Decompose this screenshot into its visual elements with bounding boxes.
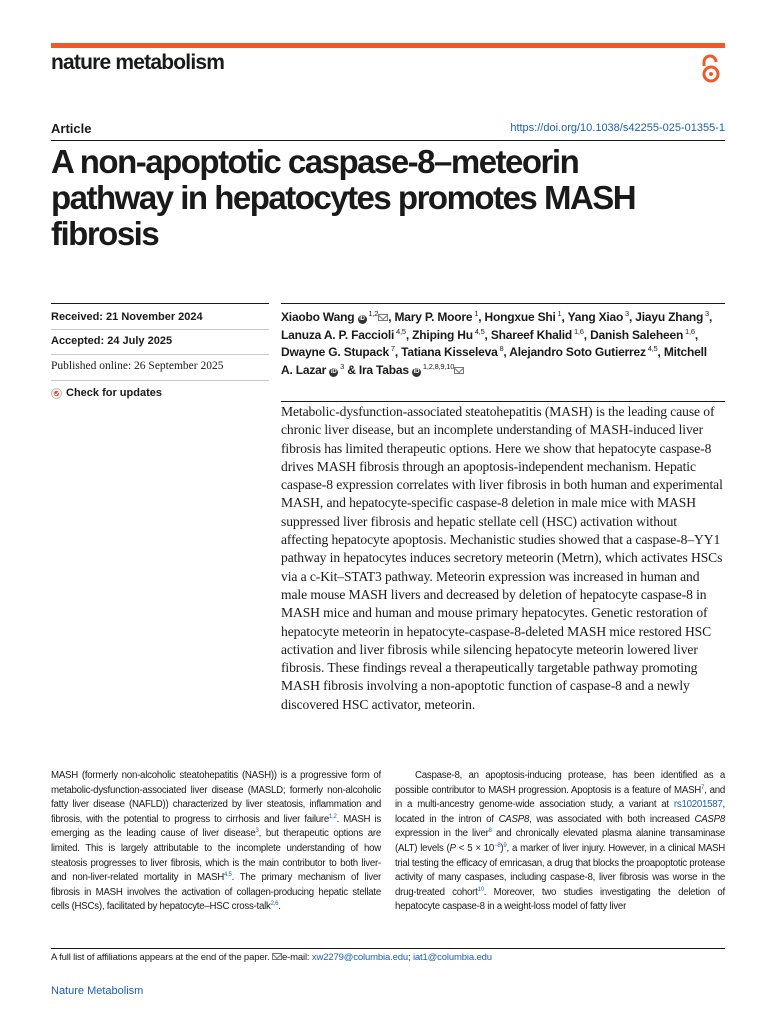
variant-link[interactable]: rs10201587	[673, 799, 723, 811]
affiliation-sup: 1,6	[572, 326, 584, 336]
check-updates-label: Check for updates	[66, 387, 162, 399]
footer-journal-name[interactable]: Nature Metabolism	[51, 985, 144, 997]
email-icon	[272, 953, 282, 960]
accepted-date: Accepted: 24 July 2025	[51, 335, 173, 347]
affiliation-sup: 3	[623, 309, 629, 318]
doi-link[interactable]: https://doi.org/10.1038/s42255-025-01355-1	[510, 122, 725, 134]
author-name[interactable]: Lanuza A. P. Faccioli	[281, 327, 395, 342]
affiliation-sup: 1,6	[683, 326, 695, 336]
author-name[interactable]: Mitchell A. Lazar	[281, 345, 707, 377]
email-icon[interactable]	[454, 367, 464, 374]
published-date: Published online: 26 September 2025	[51, 360, 224, 372]
affiliation-sup: 1	[555, 309, 562, 318]
affiliation-sup: 7	[388, 344, 395, 353]
meta-divider	[51, 354, 269, 355]
citation-ref[interactable]: 4,5	[223, 871, 232, 878]
author-list: Xiaobo Wang iD $^{1,2}$ , Mary P. Moore $^1$, Hongxue Shi $^1$, Yang Xiao $^3$, Jiayu Zhang $^3$, Lanuza A. P. Faccioli $^{4,5}$, Zhiping Hu $^{4,5}$, Shareef Khalid $^{1,6}$, Danish Saleheen $^{1,6}$, Dwayne G. Stupack $^7$, Tatiana Kisseleva $^8$, Alejandro Soto Gutierrez $^{4,5}$, Mitchell A. Lazar iD $^3$ & Ira Tabas iD $^{1,2,8,9,10}$	[281, 309, 713, 377]
italic-term: P	[449, 842, 456, 854]
author-name[interactable]: Dwayne G. Stupack	[281, 345, 389, 359]
meta-top-rule	[51, 303, 269, 304]
orcid-icon[interactable]: iD	[330, 368, 337, 375]
author-name[interactable]: Danish Saleheen	[590, 327, 684, 342]
title-rule	[51, 140, 725, 141]
affiliation-sup: 1,2	[366, 309, 379, 318]
author-name[interactable]: Zhiping Hu	[412, 327, 473, 342]
body-column-left: MASH (formerly non-alcoholic steatohepatitis (NASH)) is a progressive form of metabolic-dysfunction-associated liver disease (MASLD; formerly non-alcoholic fatty liver disease (NAFLD)) characterized by liver steatosis, inflammation and fibrosis, with the potential to progress to cirrhosis and liver failure$^{1,2}$. MASH is emerging as the leading cause of liver disease$^3$, but therapeutic options are limited. This is largely attributable to the incomplete understanding of how steatosis progresses to liver fibrosis, which is the main contributor to both liver- and non-liver-related mortality in MASH$^{4,5}$. The primary mechanism of liver fibrosis in MASH involves the activation of collagen-producing hepatic stellate cells (HSCs), facilitated by hepatocyte–HSC cross-talk$^{2,6}$.	[51, 770, 382, 913]
affiliation-sup: 3	[703, 309, 709, 318]
citation-ref[interactable]: 8	[488, 828, 492, 835]
email-link[interactable]: iat1@columbia.edu	[412, 952, 492, 963]
received-date: Received: 21 November 2024	[51, 311, 203, 323]
affiliation-sup: 4,5	[394, 326, 406, 336]
citation-ref[interactable]: −8	[494, 842, 501, 849]
journal-name[interactable]: nature metabolism	[51, 51, 225, 74]
author-name[interactable]: Mary P. Moore	[394, 310, 473, 324]
author-name[interactable]: Ira Tabas	[358, 362, 409, 377]
meta-divider	[51, 380, 269, 381]
article-title: A non-apoptotic caspase-8–meteorin pathway in hepatocytes promotes MASH fibrosis	[51, 143, 636, 252]
author-name[interactable]: Jiayu Zhang	[635, 310, 704, 324]
email-link[interactable]: xw2279@columbia.edu	[311, 952, 408, 963]
citation-ref[interactable]: 9	[503, 842, 507, 849]
check-updates-button[interactable]	[51, 387, 162, 399]
article-type-label: Article	[51, 121, 92, 136]
body-column-right: Caspase-8, an apoptosis-inducing protease, has been identified as a possible contributor to MASH progression. Apoptosis is a feature of MASH$^7$, and in a multi-ancestry genome-wide association study, a variant at rs10201587, located in the intron of CASP8, was associated with both increased CASP8 expression in the liver$^8$ and chronically elevated plasma alanine transaminase (ALT) levels $(P < 5 \times 10^{-8})^9$, a marker of liver injury. However, in a clinical MASH trial testing the efficacy of emricasan, a drug that blocks the proapoptotic protease activity of many caspases, including caspase-8, liver fibrosis was worse in the drug-treated cohort$^{10}$. Moreover, two studies investigating the deletion of hepatocyte caspase-8 in a weight-loss model of fatty liver	[395, 770, 726, 913]
footnote-rule	[51, 948, 725, 949]
email-icon[interactable]	[378, 314, 388, 321]
italic-term: CASP8	[694, 813, 725, 825]
authors-top-rule	[281, 303, 725, 304]
citation-ref[interactable]: 10	[477, 886, 484, 893]
author-name[interactable]: Shareef Khalid	[490, 327, 573, 342]
citation-ref[interactable]: 3	[255, 828, 259, 835]
abstract: Metabolic-dysfunction-associated steatohepatitis (MASH) is the leading cause of chronic liver disease, but an incomplete understanding of MASH-induced liver fibrosis has limited therapeutic options. Here we show that hepatocyte caspase-8 drives MASH fibrosis through an apoptosis-independent mechanism. Hepatic caspase-8 expression correlates with liver fibrosis in both human and experimental MASH, and hepatocyte-specific caspase-8 deletion in male mice with MASH suppressed liver fibrosis and hepatic stellate cell (HSC) activation without affecting hepatocyte apoptosis. Mechanistic studies showed that a caspase-8–YY1 pathway in hepatocytes induces secretory meteorin (Metrn), which activates HSCs via a c-Kit–STAT3 pathway. Meteorin expression was increased in human and male mouse MASH livers and decreased by deletion of hepatocyte caspase-8 in MASH mice and human and mouse primary hepatocytes. Genetic restoration of hepatocyte meteorin in hepatocyte-caspase-8-deleted MASH mice restored HSC activation and liver fibrosis while silencing hepatocyte meteorin lowered liver fibrosis. These findings reveal a therapeutically targetable pathway promoting MASH fibrosis involving a non-apoptotic function of caspase-8 and a newly discovered HSC activator, meteorin.	[281, 404, 723, 712]
affiliation-sup: 3	[338, 361, 345, 371]
footnote-text: A full list of affiliations appears at the end of the paper.	[51, 952, 270, 963]
meta-divider	[51, 329, 269, 330]
author-name[interactable]: Hongxue Shi	[484, 310, 556, 324]
italic-term: CASP8	[498, 813, 530, 825]
citation-ref[interactable]: 7	[701, 784, 705, 791]
author-name[interactable]: Tatiana Kisseleva	[401, 345, 498, 359]
citation-ref[interactable]: 2,6	[270, 901, 279, 908]
citation-ref[interactable]: 1,2	[329, 813, 337, 820]
affiliation-sup: 4,5	[472, 326, 485, 336]
check-updates-icon	[51, 388, 62, 399]
author-name[interactable]: Alejandro Soto Gutierrez	[509, 345, 646, 359]
affiliation-sup: 8	[497, 344, 504, 353]
open-access-icon[interactable]	[698, 54, 724, 84]
author-name[interactable]: Xiaobo Wang	[281, 310, 355, 324]
abstract-rule	[281, 401, 725, 402]
affiliations-footnote: A full list of affiliations appears at the end of the paper. e-mail: xw2279@columbia.edu; iat1@columbia.edu	[51, 952, 492, 963]
affiliation-sup: 1,2,8,9,10	[420, 361, 455, 371]
author-name[interactable]: Yang Xiao	[567, 310, 624, 324]
header-accent-rule	[51, 43, 725, 48]
affiliation-sup: 4,5	[645, 344, 658, 353]
orcid-icon[interactable]: iD	[413, 368, 420, 375]
orcid-icon[interactable]: iD	[359, 316, 365, 322]
affiliation-sup: 1	[472, 309, 479, 318]
email-label: e-mail:	[281, 952, 310, 963]
